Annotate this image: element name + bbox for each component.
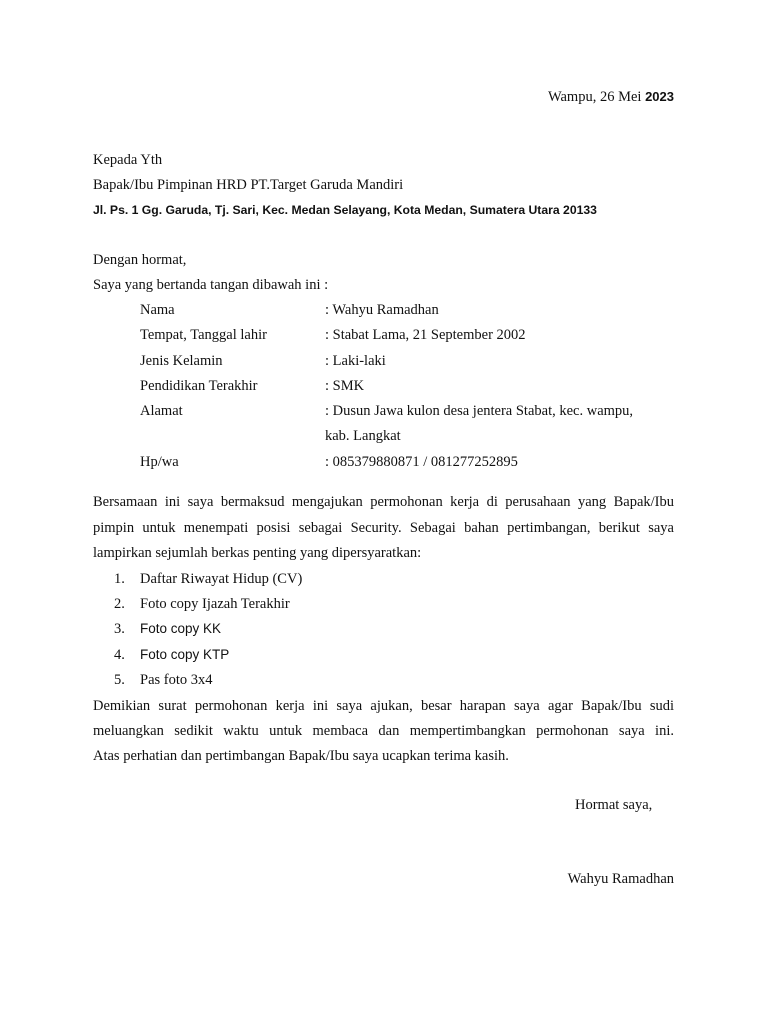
body-line-3: lampirkan sejumlah berkas penting yang dipersyaratkan: [93,545,422,561]
recipient-salutation: Kepada Yth [93,152,163,168]
field-label-hp: Hp/wa [140,454,179,470]
list-item-number: 5. [114,672,125,688]
field-value-alamat-cont: kab. Langkat [325,428,401,444]
date-year: 2023 [645,89,674,104]
list-item-text: Foto copy KK [140,621,222,636]
closing-line-3: Atas perhatian dan pertimbangan Bapak/Ibu saya ucapkan terima kasih. [93,748,509,764]
closing-line-1: Demikian surat permohonan kerja ini saya ajukan, besar harapan saya agar Bapak/Ibu sudi [93,698,674,714]
field-value-pendidikan: : SMK [325,378,365,394]
field-value-nama: : Wahyu Ramadhan [325,302,439,318]
recipient-address: Jl. Ps. 1 Gg. Garuda, Tj. Sari, Kec. Medan Selayang, Kota Medan, Sumatera Utara 20133 [93,203,597,217]
list-item-number: 3. [114,621,125,637]
date-place-day-month: Wampu, 26 Mei [547,89,642,105]
field-label-alamat: Alamat [140,403,183,419]
recipient-name: Bapak/Ibu Pimpinan HRD PT.Target Garuda Mandiri [93,177,404,193]
field-value-ttl: : Stabat Lama, 21 September 2002 [325,327,526,343]
intro-line: Saya yang bertanda tangan dibawah ini : [93,277,329,293]
list-item-number: 1. [114,571,125,587]
list-item-text: Pas foto 3x4 [140,672,213,688]
list-item-text: Foto copy Ijazah Terakhir [140,596,290,612]
list-item-text: Foto copy KTP [140,647,230,662]
signature-name: Wahyu Ramadhan [567,871,674,887]
list-item-number: 2. [114,596,125,612]
field-label-jenis-kelamin: Jenis Kelamin [140,353,223,369]
field-value-hp: : 085379880871 / 081277252895 [325,454,518,470]
field-label-pendidikan: Pendidikan Terakhir [140,378,258,394]
field-label-nama: Nama [140,302,175,318]
body-line-2: pimpin untuk menempati posisi sebagai Security. Sebagai bahan pertimbangan, berikut saya [93,520,674,536]
field-value-jenis-kelamin: : Laki-laki [325,353,386,369]
letter-date [548,88,674,106]
signature-closing: Hormat saya, [575,797,653,813]
body-line-1: Bersamaan ini saya bermaksud mengajukan permohonan kerja di perusahaan yang Bapak/Ibu [93,494,674,510]
greeting: Dengan hormat, [93,252,187,268]
list-item-number: 4. [114,647,125,663]
field-label-ttl: Tempat, Tanggal lahir [140,327,267,343]
list-item-text: Daftar Riwayat Hidup (CV) [140,571,303,587]
field-value-alamat: : Dusun Jawa kulon desa jentera Stabat, kec. wampu, [325,403,634,419]
closing-line-2: meluangkan sedikit waktu untuk membaca dan mempertimbangkan permohonan saya ini. [93,723,674,739]
